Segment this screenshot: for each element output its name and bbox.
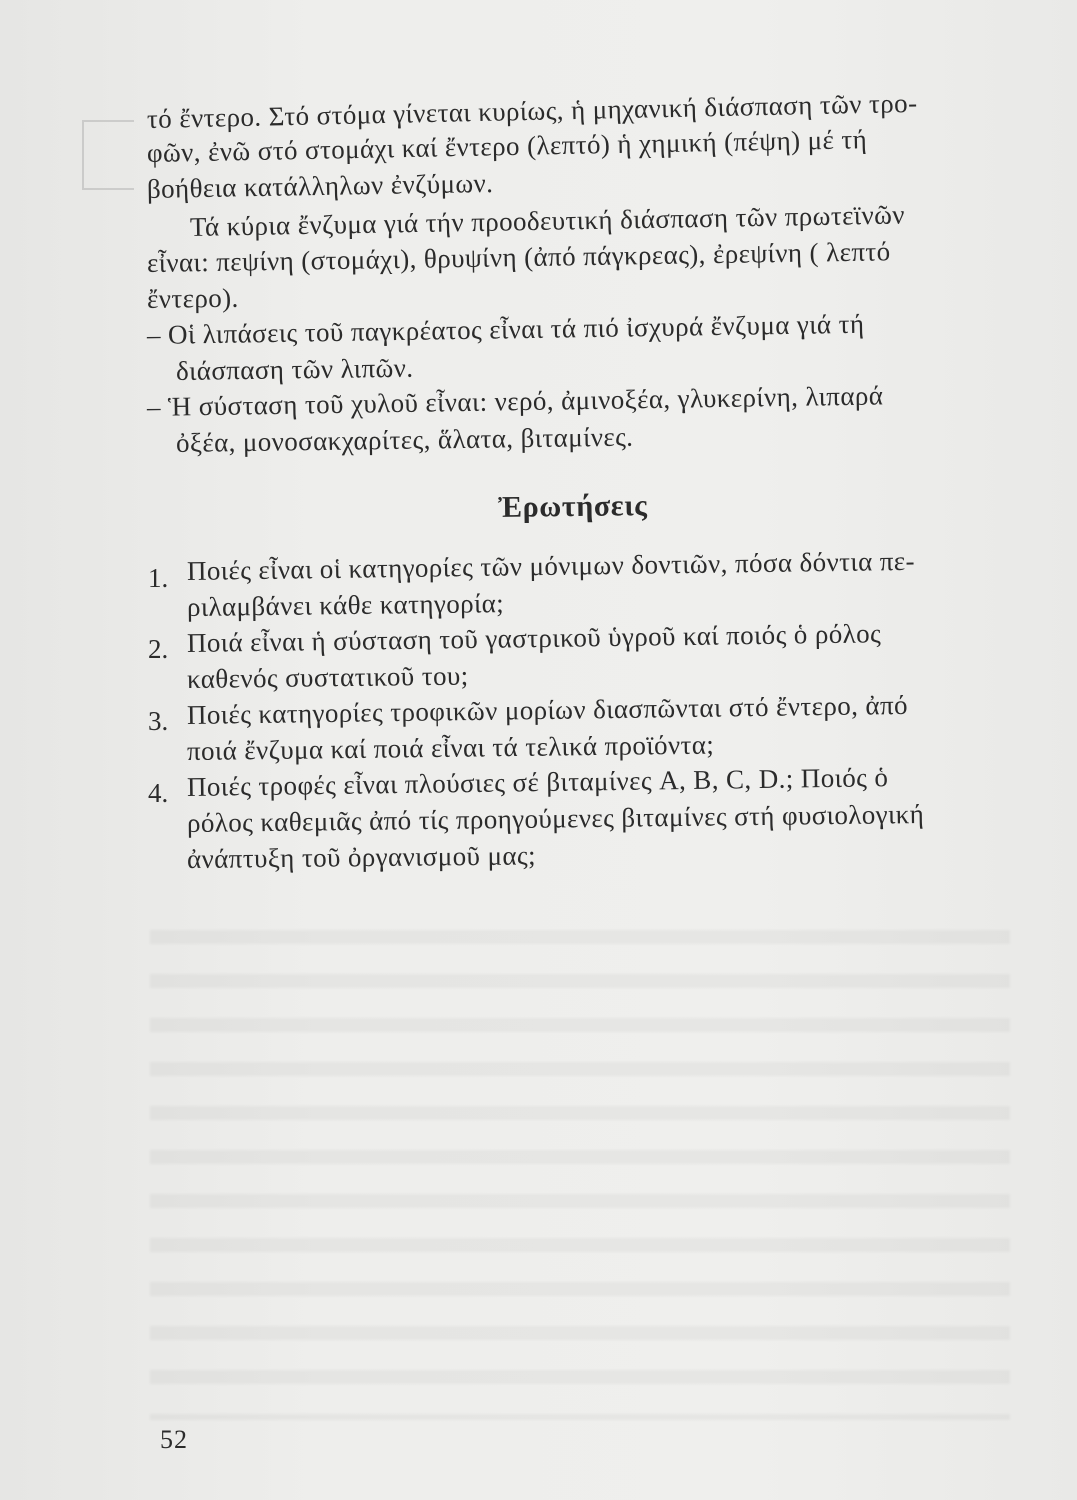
question-line: Ποιά εἶναι ἡ σύσταση τοῦ γαστρικοῦ ὑγροῦ καί ποιός ὁ ρόλος	[186, 618, 882, 658]
body-line: βοήθεια κατάλληλων ἐνζύμων.	[146, 167, 494, 204]
body-line: Τά κύρια ἔνζυμα γιά τήν προοδευτική διάσπαση τῶν πρωτεϊνῶν	[189, 199, 906, 242]
body-line: φῶν, ἐνῶ στό στομάχι καί ἔντερο (λεπτό) ἡ χημική (πέψη) μέ τή	[146, 124, 868, 168]
question-line: καθενός συστατικοῦ του;	[186, 660, 469, 694]
page-number: 52	[160, 1425, 188, 1454]
body-line: ἔντερο).	[146, 282, 239, 314]
question-number: 2.	[148, 634, 169, 664]
question-line: Ποιές τροφές εἶναι πλούσιες σέ βιταμίνες A, B, C, D.; Ποιός ὁ	[186, 762, 889, 802]
bullet-line: – Οἱ λιπάσεις τοῦ παγκρέατος εἶναι τά πιό ἰσχυρά ἔνζυμα γιά τή	[146, 308, 865, 350]
question-line: Ποιές κατηγορίες τροφικῶν μορίων διασπῶνται στό ἔντερο, ἀπό	[186, 689, 909, 730]
body-line: ὀξέα, μονοσακχαρίτες, ἅλατα, βιταμίνες.	[175, 421, 634, 458]
body-line: τό ἔντερο. Στό στόμα γίνεται κυρίως, ἡ μηχανική διάσπαση τῶν τρο-	[146, 87, 918, 134]
question-number: 1.	[148, 563, 169, 593]
bullet-line: – Ἡ σύσταση τοῦ χυλοῦ εἶναι: νερό, ἀμινοξέα, γλυκερίνη, λιπαρά	[146, 380, 884, 422]
question-line: ριλαμβάνει κάθε κατηγορία;	[186, 588, 505, 622]
question-line: Ποιές εἶναι οἱ κατηγορίες τῶν μόνιμων δοντιῶν, πόσα δόντια πε-	[186, 545, 916, 586]
question-line: ἀνάπτυξη τοῦ ὀργανισμοῦ μας;	[186, 840, 537, 874]
body-line: διάσπαση τῶν λιπῶν.	[175, 352, 414, 386]
question-line: ρόλος καθεμιᾶς ἀπό τίς προηγούμενες βιταμίνες στή φυσιολογική	[186, 798, 925, 838]
question-number: 4.	[148, 778, 169, 808]
question-line: ποιά ἔνζυμα καί ποιά εἶναι τά τελικά προϊόντα;	[186, 729, 715, 766]
questions-heading: Ἐρωτήσεις	[497, 489, 648, 524]
question-number: 3.	[148, 706, 169, 736]
body-line: εἶναι: πεψίνη (στομάχι), θρυψίνη (ἀπό πάγκρεας), ἐρεψίνη ( λεπτό	[146, 236, 891, 278]
